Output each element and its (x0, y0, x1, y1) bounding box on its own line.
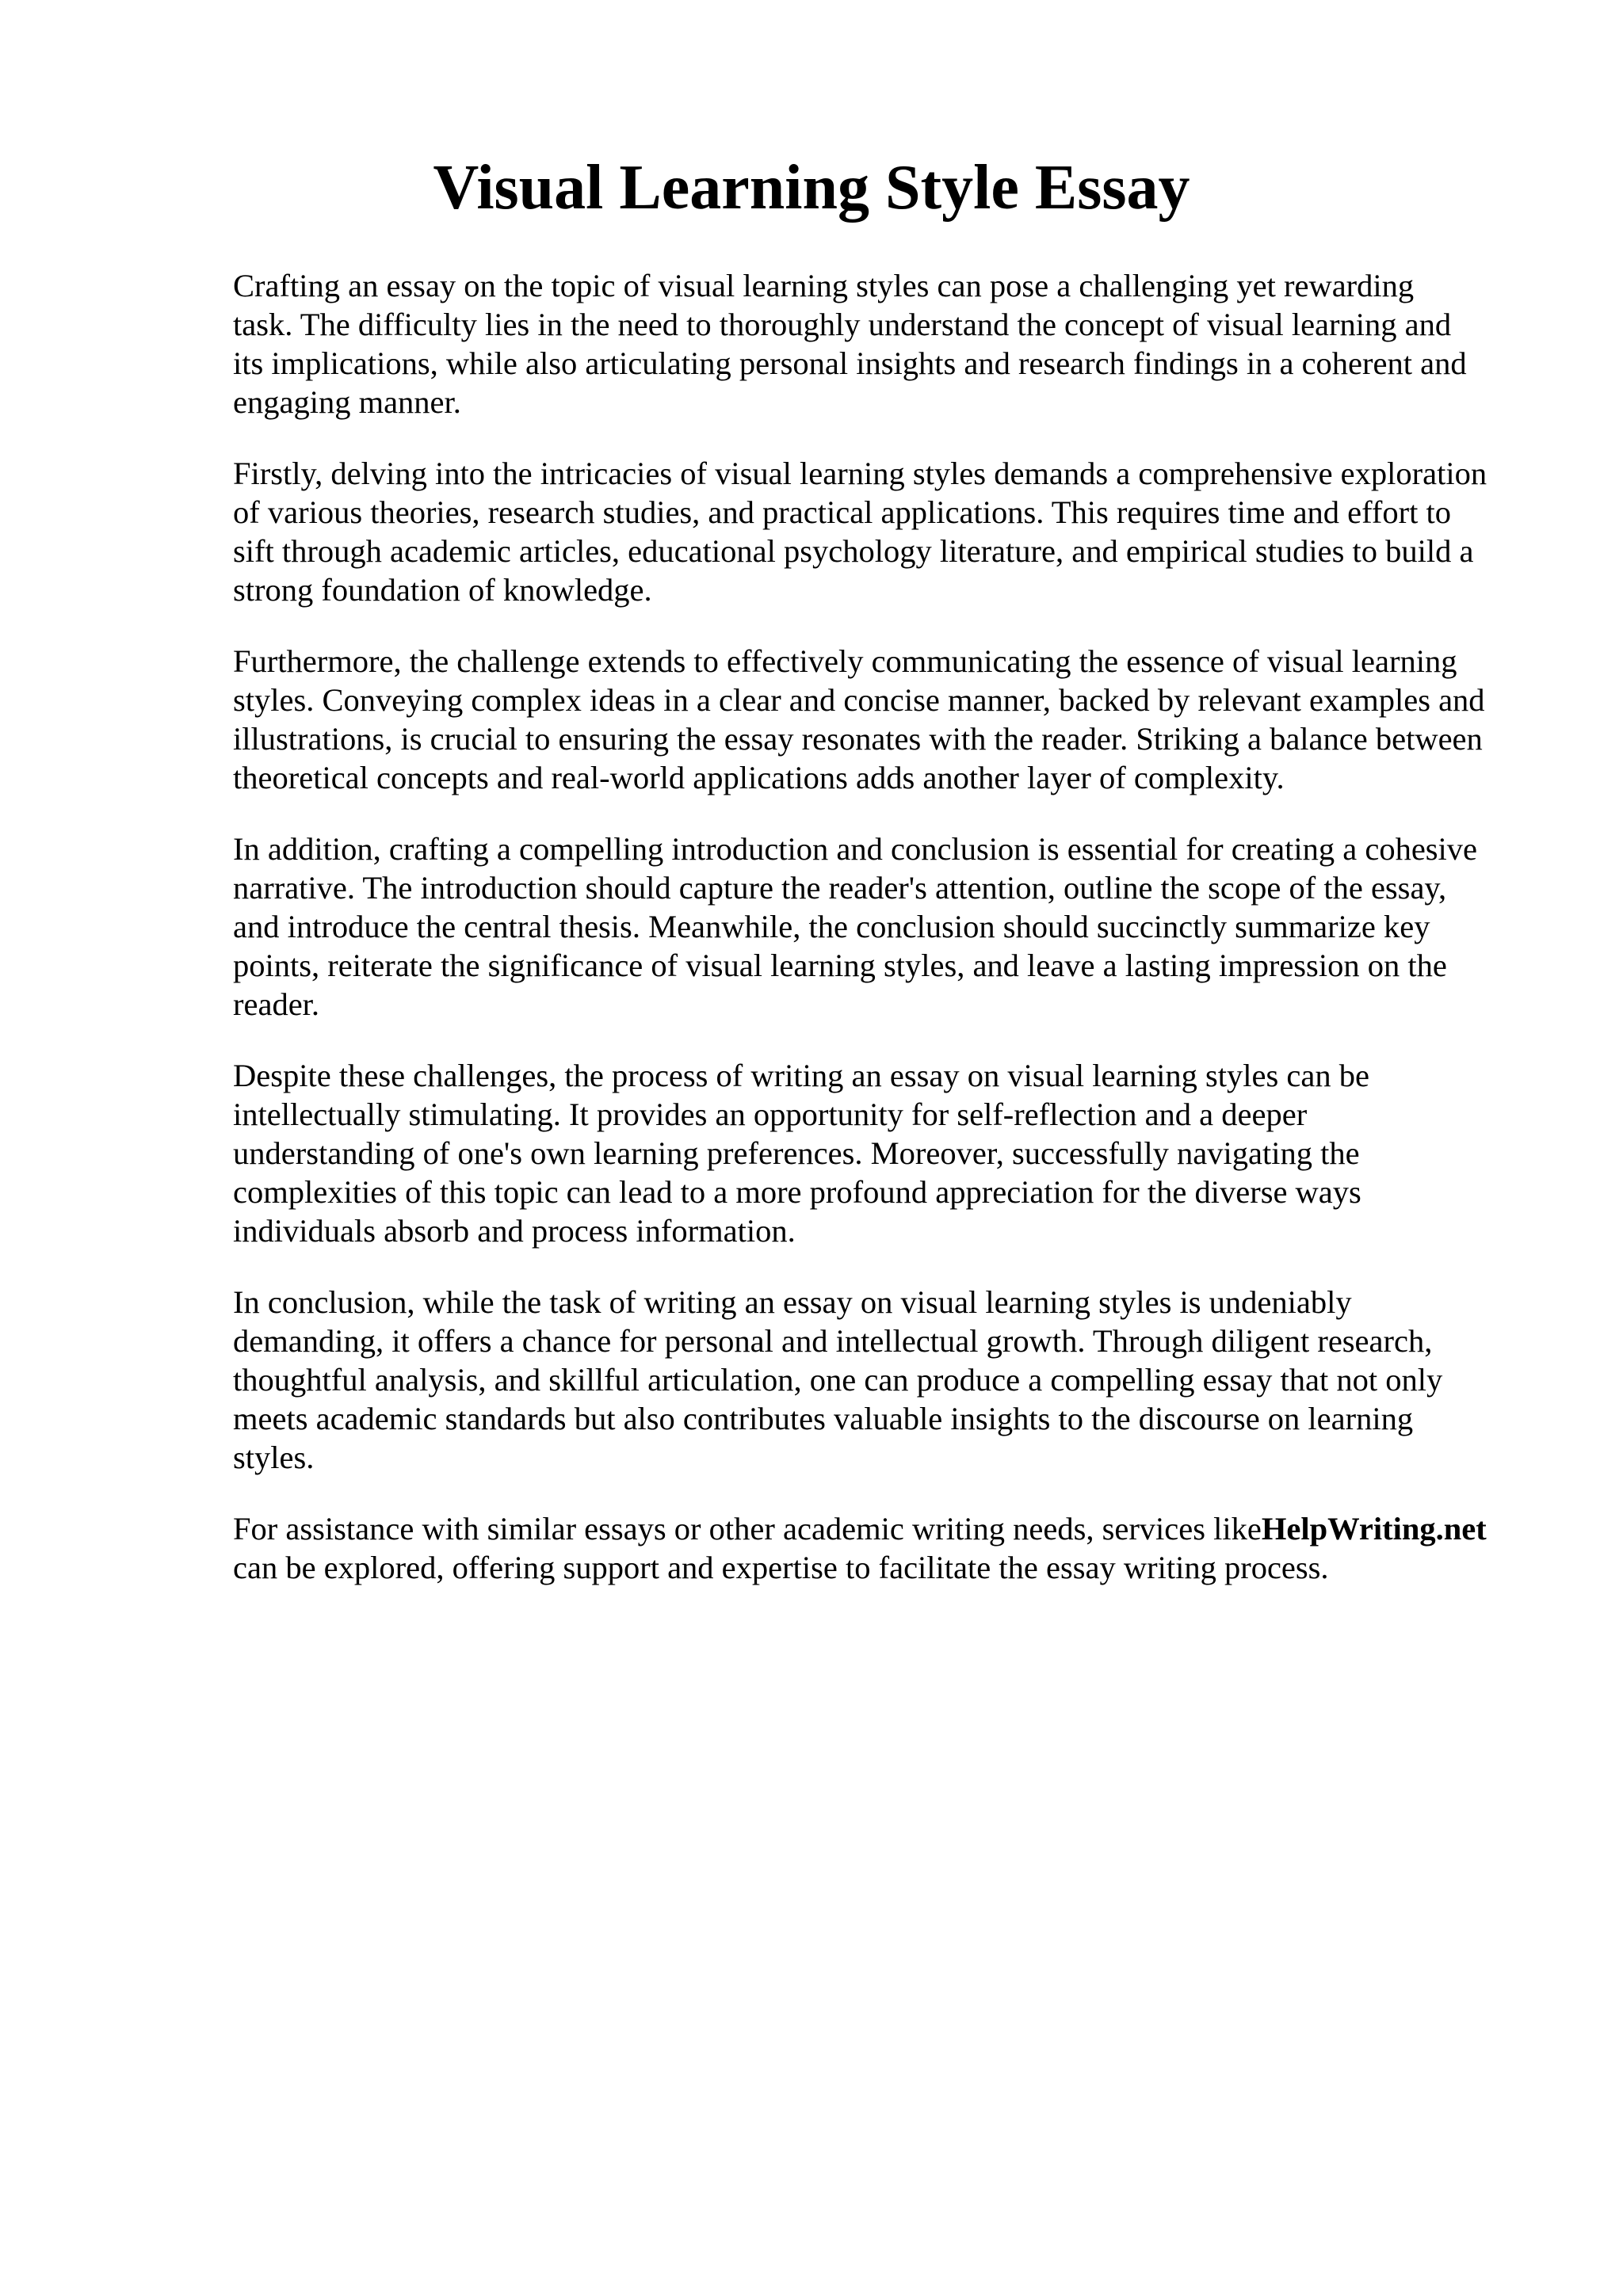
text-line: points, reiterate the significance of visual learning styles, and leave a lasting impression on the (233, 948, 1447, 983)
text-line: understanding of one's own learning preferences. Moreover, successfully navigating the (233, 1135, 1360, 1171)
text-line: engaging manner. (233, 384, 461, 420)
text-line: intellectually stimulating. It provides an opportunity for self-reflection and a deeper (233, 1097, 1308, 1132)
text-line: task. The difficulty lies in the need to thoroughly understand the concept of visual learning and (233, 307, 1452, 342)
text-line: In conclusion, while the task of writing an essay on visual learning styles is undeniably (233, 1284, 1352, 1320)
closing-prefix: For assistance with similar essays or other academic writing needs, services like (233, 1511, 1262, 1547)
text-line: illustrations, is crucial to ensuring the essay resonates with the reader. Striking a balance between (233, 721, 1483, 757)
text-line: Furthermore, the challenge extends to effectively communicating the essence of visual learning (233, 643, 1457, 679)
document-body (233, 266, 1533, 1619)
paragraph-6 (233, 1283, 1533, 1477)
text-line: narrative. The introduction should capture the reader's attention, outline the scope of the essay, (233, 870, 1447, 906)
paragraph-1 (233, 266, 1533, 421)
text-line: In addition, crafting a compelling introduction and conclusion is essential for creating a cohesive (233, 831, 1478, 867)
document-title: Visual Learning Style Essay (433, 153, 1190, 223)
text-line: meets academic standards but also contributes valuable insights to the discourse on learning (233, 1401, 1414, 1436)
paragraph-4 (233, 830, 1533, 1024)
text-line: demanding, it offers a chance for personal and intellectual growth. Through diligent research, (233, 1323, 1433, 1359)
text-line: strong foundation of knowledge. (233, 572, 652, 608)
text-line: Firstly, delving into the intricacies of visual learning styles demands a comprehensive exploration (233, 456, 1487, 491)
paragraph-2 (233, 454, 1533, 609)
helpwriting-brand-link[interactable]: HelpWriting.net (1261, 1511, 1487, 1547)
closing-line-1 (233, 1509, 1533, 1548)
text-line: reader. (233, 986, 320, 1022)
text-line: complexities of this topic can lead to a more profound appreciation for the diverse ways (233, 1174, 1361, 1210)
text-line: styles. (233, 1440, 315, 1475)
text-line: its implications, while also articulating personal insights and research findings in a coherent and (233, 345, 1467, 381)
closing-paragraph (233, 1509, 1533, 1587)
text-line: individuals absorb and process information. (233, 1213, 796, 1249)
text-line: Despite these challenges, the process of writing an essay on visual learning styles can be (233, 1058, 1369, 1093)
paragraph-5 (233, 1056, 1533, 1250)
text-line: Crafting an essay on the topic of visual learning styles can pose a challenging yet rewarding (233, 268, 1415, 303)
paragraph-3 (233, 642, 1533, 797)
text-line: styles. Conveying complex ideas in a clear and concise manner, backed by relevant examples and (233, 682, 1485, 718)
text-line: thoughtful analysis, and skillful articulation, one can produce a compelling essay that not only (233, 1362, 1443, 1398)
text-line: and introduce the central thesis. Meanwhile, the conclusion should succinctly summarize key (233, 909, 1430, 944)
text-line: theoretical concepts and real-world applications adds another layer of complexity. (233, 760, 1285, 795)
text-line: sift through academic articles, educational psychology literature, and empirical studies to build a (233, 533, 1474, 569)
text-line: of various theories, research studies, and practical applications. This requires time and effort to (233, 494, 1452, 530)
closing-line-2: can be explored, offering support and expertise to facilitate the essay writing process. (233, 1550, 1329, 1585)
